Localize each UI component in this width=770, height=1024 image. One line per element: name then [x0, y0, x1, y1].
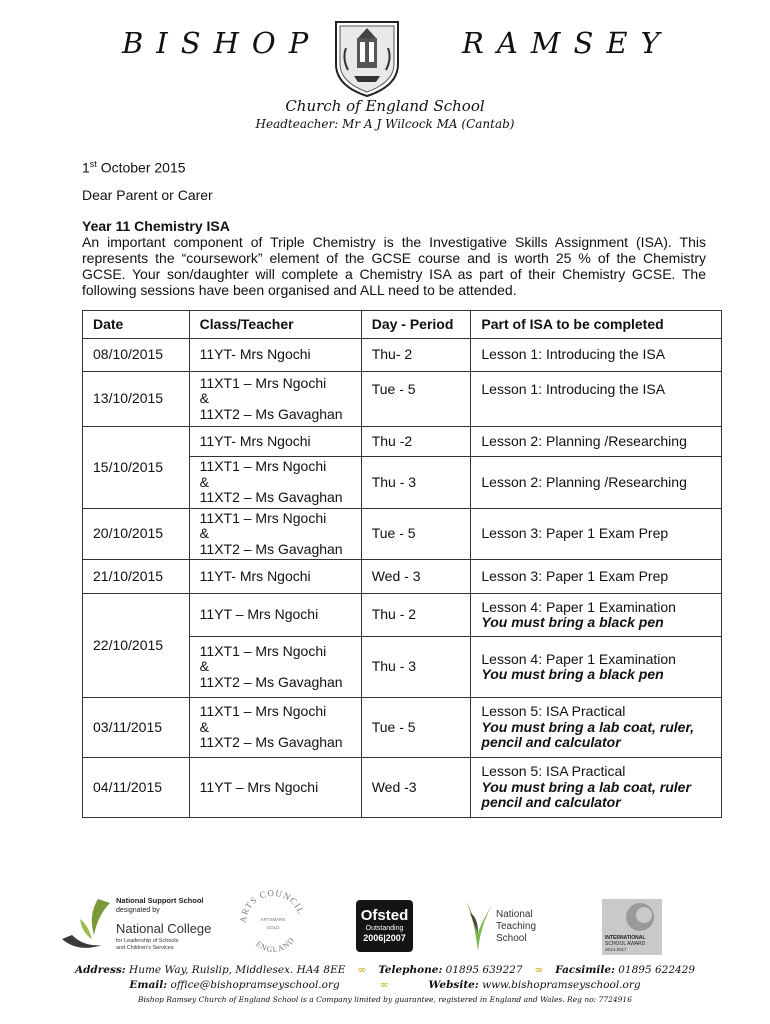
cell-part: Lesson 1: Introducing the ISA	[471, 372, 722, 427]
table-row	[83, 509, 722, 560]
table-row	[83, 594, 722, 637]
cell-period: Thu -2	[361, 427, 471, 457]
table-row	[83, 339, 722, 372]
cell-date: 13/10/2015	[83, 372, 190, 427]
svg-text:GOLD: GOLD	[266, 925, 280, 930]
cell-period: Wed - 3	[361, 560, 471, 594]
national-college-logo	[58, 895, 228, 955]
note-text: You must bring a black pen	[481, 614, 664, 630]
separator-icon: ∞	[357, 964, 367, 976]
cell-part: Lesson 3: Paper 1 Exam Prep	[471, 509, 722, 560]
arts-council-logo	[238, 885, 308, 957]
cell-period: Tue - 5	[361, 372, 471, 427]
cell-part: Lesson 2: Planning /Researching	[471, 457, 722, 509]
col-header-period: Day - Period	[361, 311, 471, 339]
cell-date: 08/10/2015	[83, 339, 190, 372]
svg-text:ARTSMARK: ARTSMARK	[260, 917, 286, 922]
cell-class: 11XT1 – Mrs Ngochi & 11XT2 – Ms Gavaghan	[189, 637, 361, 698]
svg-text:National: National	[496, 909, 533, 920]
cell-date: 04/11/2015	[83, 758, 190, 818]
cell-period: Tue - 5	[361, 698, 471, 758]
cell-part: Lesson 4: Paper 1 Examination You must bring a black pen	[471, 637, 722, 698]
footer-facsimile: 01895 622429	[618, 964, 696, 976]
footer-contact-line: Address: Hume Way, Ruislip, Middlesex. HA4 8EE ∞ Telephone: 01895 639227 ∞ Facsimile: 01895 622429	[74, 964, 696, 976]
school-name: Church of England School	[285, 97, 485, 115]
svg-text:ARTS COUNCIL: ARTS COUNCIL	[238, 887, 307, 924]
cell-period: Tue - 5	[361, 509, 471, 560]
svg-text:Teaching: Teaching	[496, 921, 537, 932]
table-row	[83, 372, 722, 427]
cell-class: 11XT1 – Mrs Ngochi & 11XT2 – Ms Gavaghan	[189, 698, 361, 758]
school-crest-icon	[330, 18, 404, 98]
cell-period: Thu - 3	[361, 457, 471, 509]
svg-text:ENGLAND: ENGLAND	[254, 935, 297, 955]
cell-class: 11XT1 – Mrs Ngochi & 11XT2 – Ms Gavaghan	[189, 509, 361, 560]
headteacher: Headteacher: Mr A J Wilcock MA (Cantab)	[255, 117, 515, 131]
header-word-ramsey: RAMSEY	[462, 26, 673, 60]
separator-icon: ∞	[534, 964, 544, 976]
cell-part: Lesson 4: Paper 1 Examination You must bring a black pen	[471, 594, 722, 637]
footer-email[interactable]: office@bishopramseyschool.org	[170, 979, 340, 991]
footer-website[interactable]: www.bishopramseyschool.org	[482, 979, 641, 991]
cell-class: 11YT- Mrs Ngochi	[189, 339, 361, 372]
isa-schedule-table	[82, 310, 722, 818]
cell-part: Lesson 3: Paper 1 Exam Prep	[471, 560, 722, 594]
cell-class: 11XT1 – Mrs Ngochi & 11XT2 – Ms Gavaghan	[189, 457, 361, 509]
svg-text:National College: National College	[116, 921, 212, 936]
note-text: You must bring a lab coat, ruler pencil and calculator	[481, 778, 691, 811]
cell-period: Thu- 2	[361, 339, 471, 372]
cell-class: 11YT – Mrs Ngochi	[189, 594, 361, 637]
svg-text:designated by: designated by	[116, 907, 160, 914]
cell-date: 22/10/2015	[83, 594, 190, 698]
footer-legal: Bishop Ramsey Church of England School is a Company limited by guarantee, registered in England and Wales. Reg no: 7724916	[138, 995, 632, 1004]
svg-text:for Leadership of Schools: for Leadership of Schools	[116, 938, 179, 944]
cell-class: 11YT- Mrs Ngochi	[189, 560, 361, 594]
cell-period: Thu - 2	[361, 594, 471, 637]
intro-paragraph: An important component of Triple Chemistry is the Investigative Skills Assignment (ISA). This represents the “coursework” element of the GCSE course and is worth 25 % of the Chemistry GCSE. Your son/daughter will complete a Chemistry ISA as part of their Chemistry GCSE. The following sessions have been organised and ALL need to be attended.	[82, 234, 706, 298]
cell-part: Lesson 1: Introducing the ISA	[471, 339, 722, 372]
cell-part: Lesson 2: Planning /Researching	[471, 427, 722, 457]
separator-icon: ∞	[379, 979, 389, 991]
cell-date: 20/10/2015	[83, 509, 190, 560]
svg-text:National Support School: National Support School	[116, 896, 204, 905]
svg-text:and Children's Services: and Children's Services	[116, 945, 174, 951]
cell-class: 11YT – Mrs Ngochi	[189, 758, 361, 818]
letter-date: 1st October 2015	[82, 159, 186, 176]
footer-web-line: Email: office@bishopramseyschool.org ∞ Website: www.bishopramseyschool.org	[129, 979, 641, 991]
col-header-date: Date	[83, 311, 190, 339]
cell-period: Thu - 3	[361, 637, 471, 698]
letter-heading: Year 11 Chemistry ISA	[82, 218, 230, 234]
note-text: You must bring a black pen	[481, 666, 664, 682]
table-row	[83, 427, 722, 457]
cell-part: Lesson 5: ISA Practical You must bring a lab coat, ruler, pencil and calculator	[471, 698, 722, 758]
cell-date: 21/10/2015	[83, 560, 190, 594]
ofsted-logo: Ofsted Outstanding 2006|2007	[356, 900, 413, 952]
national-teaching-school-logo	[462, 897, 544, 955]
footer-telephone: 01895 639227	[445, 964, 523, 976]
col-header-class: Class/Teacher	[189, 311, 361, 339]
col-header-part: Part of ISA to be completed	[471, 311, 722, 339]
cell-class: 11XT1 – Mrs Ngochi & 11XT2 – Ms Gavaghan	[189, 372, 361, 427]
table-row	[83, 560, 722, 594]
svg-text:2014-2017: 2014-2017	[605, 947, 627, 952]
svg-text:SCHOOL AWARD: SCHOOL AWARD	[605, 941, 646, 947]
cell-period: Wed -3	[361, 758, 471, 818]
cell-part: Lesson 5: ISA Practical You must bring a lab coat, ruler pencil and calculator	[471, 758, 722, 818]
svg-text:INTERNATIONAL: INTERNATIONAL	[605, 935, 646, 941]
svg-text:School: School	[496, 933, 527, 944]
footer-address: Hume Way, Ruislip, Middlesex. HA4 8EE	[129, 964, 346, 976]
international-school-award-logo	[602, 899, 662, 955]
table-row	[83, 758, 722, 818]
salutation: Dear Parent or Carer	[82, 187, 213, 203]
cell-date: 03/11/2015	[83, 698, 190, 758]
cell-date: 15/10/2015	[83, 427, 190, 509]
note-text: You must bring a lab coat, ruler, pencil and calculator	[481, 718, 695, 751]
table-row	[83, 698, 722, 758]
table-header-row	[83, 311, 722, 339]
header-word-bishop: BISHOP	[122, 26, 322, 60]
cell-class: 11YT- Mrs Ngochi	[189, 427, 361, 457]
